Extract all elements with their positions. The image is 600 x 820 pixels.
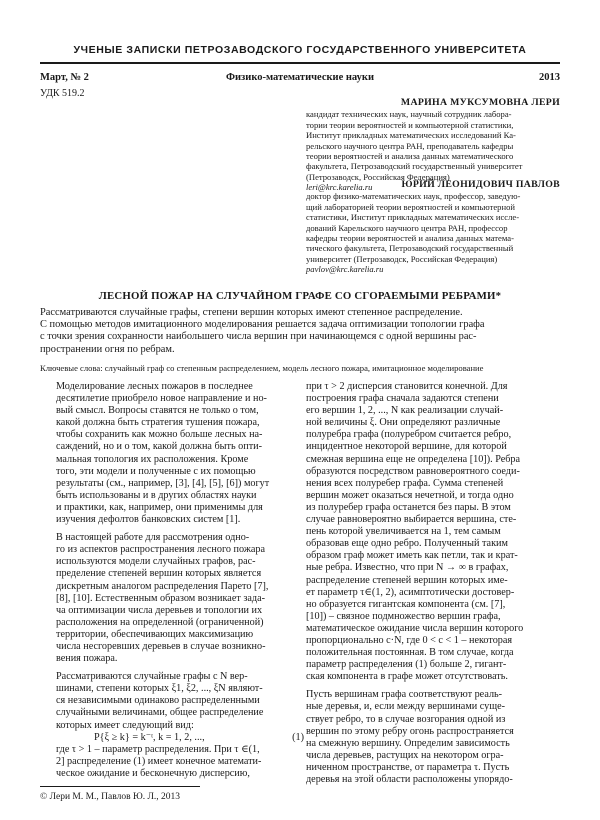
author-affiliation-line: тического факультета, Петрозаводский государственный xyxy=(306,243,514,254)
body-line: построения графа сначала задаются степени xyxy=(306,393,499,405)
body-line: распределение степеней вершин которых име- xyxy=(306,574,508,586)
author-affiliation-line: дований Карельского научного центра РАН, профессор xyxy=(306,222,508,233)
author-email-link[interactable]: pavlov@krc.karelia.ru xyxy=(306,264,384,275)
body-line: результаты (см., например, [3], [4], [5], [6]) могут xyxy=(56,477,270,489)
body-line: того, эти модели и полученные с их помощью xyxy=(56,465,256,477)
copyright-notice: © Лери М. М., Павлов Ю. Л., 2013 xyxy=(40,792,181,802)
body-line: на смежную вершину. Определим зависимость xyxy=(306,737,510,749)
body-line: го из аспектов распространения лесного пожара xyxy=(56,544,266,556)
running-header xyxy=(40,72,560,86)
author-affiliation-line: теории вероятностей и анализа данных математического xyxy=(306,151,514,162)
body-line: территории, обеспечивающих максимизацию xyxy=(56,628,254,640)
body-line: изучения дефолтов банковских систем [1]. xyxy=(56,514,241,526)
author-affiliation-line: университет (Петрозаводск, Российская Федерация) xyxy=(306,253,498,264)
body-line: дискретным аналогом распределения Парето [7], xyxy=(56,580,269,592)
body-line: образовав еще одно ребро. Полученный таким xyxy=(306,538,508,550)
body-line: при τ > 2 дисперсия становится конечной. Для xyxy=(306,381,508,392)
body-line: Пусть вершинам графа соответствуют реаль- xyxy=(306,689,503,701)
body-line: пределение степеней вершин которых является xyxy=(56,568,262,580)
body-line: где τ > 1 – параметр распределения. При τ ∈(1, xyxy=(56,743,260,755)
author-affiliation-line: (Петрозаводск, Российская Федерация) xyxy=(306,171,450,182)
body-line: быть использованы и в других областях науки xyxy=(56,489,257,501)
formula-number: (1) xyxy=(292,731,304,743)
abstract-line: Рассматриваются случайные графы, степени вершин которых имеют степенное распределение. xyxy=(40,307,463,318)
formula-1 xyxy=(56,732,306,744)
journal-title: УЧЕНЫЕ ЗАПИСКИ ПЕТРОЗАВОДСКОГО ГОСУДАРСТВЕННОГО УНИВЕРСИТЕТА xyxy=(73,44,527,56)
abstract xyxy=(40,307,564,356)
body-line: ческое ожидание и бесконечную дисперсию, xyxy=(56,767,250,779)
author-block-2 xyxy=(306,180,560,275)
body-line: вения пожара. xyxy=(56,653,118,665)
body-line: Моделирование лесных пожаров в последнее xyxy=(56,381,253,392)
body-line: ся независимыми одинаково распределенными xyxy=(56,695,260,707)
issue-label: Март, № 2 xyxy=(40,72,89,83)
author-affiliation-line: щий лабораторией теории вероятностей и компьютерной xyxy=(306,201,515,212)
body-line: математическое ожидание числа вершин которого xyxy=(306,622,524,634)
body-line: деревья на этой области расположены упорядо- xyxy=(306,774,513,785)
body-line: образом граф может иметь как петли, так и крат- xyxy=(306,550,518,562)
author-affiliation-line: факультета, Петрозаводский государственный университет xyxy=(306,161,523,172)
body-line: его вершин 1, 2, ..., N как реализации случай- xyxy=(306,405,504,417)
body-line: ская компонента в графе может отсутствовать. xyxy=(306,671,508,683)
body-line: инцидентное некоторой вершине, для которой xyxy=(306,441,507,453)
body-line: полуребра графа (полуребром считается ребро, xyxy=(306,429,512,441)
body-line: [10]) – связное подмножество вершин графа, xyxy=(306,610,501,622)
author-affiliation-line: рельского научного центра РАН, преподаватель кафедры xyxy=(306,140,514,151)
body-line: расположения на определенной (ограниченной) xyxy=(56,616,264,628)
body-line: В настоящей работе для рассмотрения одно- xyxy=(56,532,250,544)
body-line: случае равновероятно выбирается вершина, сте- xyxy=(306,514,517,526)
udk-code: УДК 519.2 xyxy=(40,88,85,99)
body-line: 2] распределение (1) имеет конечное математи- xyxy=(56,755,262,767)
body-column-right xyxy=(306,381,556,786)
body-line: Рассматриваются случайные графы с N вер- xyxy=(56,671,248,683)
year-label: 2013 xyxy=(539,72,560,83)
formula-text: P{ξ ≥ k} = k⁻ᵗ, k = 1, 2, ..., xyxy=(94,731,205,743)
keywords: Ключевые слова: случайный граф со степенным распределением, модель лесного пожара, имитационное моделирование xyxy=(40,363,484,373)
body-line: ет параметр τ∈(1, 2), асимптотически достовер- xyxy=(306,586,515,598)
author-affiliation-line: кандидат технических наук, научный сотрудник лабора- xyxy=(306,109,512,120)
author-affiliation-line: Институт прикладных математических исследований Ка- xyxy=(306,130,516,141)
body-line: положительная постоянная. В том случае, когда xyxy=(306,647,514,659)
body-line: смежная вершина еще не определена [10]). Ребра xyxy=(306,453,521,465)
body-line: пропорционально c·N, где 0 < c < 1 – некоторая xyxy=(306,634,513,646)
abstract-line: пространении огня по ребрам. xyxy=(40,343,175,355)
body-line: нения всех полуребер графа. Сумма степеней xyxy=(306,477,504,489)
body-line: но образуется гигантская компонента (см. [7], xyxy=(306,598,506,610)
author-name: МАРИНА МУКСУМОВНА ЛЕРИ xyxy=(400,97,560,108)
body-line: какой должна быть стратегия тушения пожара, xyxy=(56,417,260,429)
body-line: саждений, но и о том, какой должна быть опти- xyxy=(56,441,262,453)
body-line: ствует ребро, то в случае возгорания одной из xyxy=(306,713,506,725)
body-line: [8], [10]. Естественным образом возникает зада- xyxy=(56,592,265,604)
author-affiliation-line: статистики, Институт прикладных математических иссле- xyxy=(306,212,520,223)
body-line: ной величины ξ. Они определяют различные xyxy=(306,417,501,429)
body-line: вый смысл. Вопросы ставятся не только о том, xyxy=(56,405,259,417)
body-line: числа несгоревших деревьев в случае возникно- xyxy=(56,640,266,652)
author-name: ЮРИЙ ЛЕОНИДОВИЧ ПАВЛОВ xyxy=(401,179,560,190)
body-line: которых имеет следующий вид: xyxy=(56,719,194,731)
section-label: Физико-математические науки xyxy=(225,72,374,83)
body-line: ниченном пространстве, от параметра τ. Пусть xyxy=(306,761,510,773)
body-line: числа деревьев, растущих на некотором огра- xyxy=(306,749,504,761)
header-rule xyxy=(40,62,560,64)
body-line: ные деревья, и, если между вершинами суще- xyxy=(306,701,505,713)
body-line: ча оптимизации числа деревьев и топологии их xyxy=(56,604,263,616)
article-title: ЛЕСНОЙ ПОЖАР НА СЛУЧАЙНОМ ГРАФЕ СО СГОРАЕМЫМИ РЕБРАМИ* xyxy=(98,290,502,302)
author-affiliation-line: кафедры теории вероятностей и анализа данных матема- xyxy=(306,233,514,244)
body-line: вершин может оказаться нечетной, и тогда одно xyxy=(306,489,514,501)
body-line: используются модели случайных графов, рас- xyxy=(56,556,256,568)
body-line: мальная топология их расположения. Кроме xyxy=(56,453,249,465)
abstract-line: с точки зрения сохранности наибольшего числа вершин при начинающемся с одной вершины рас- xyxy=(40,331,477,343)
body-line: случайными величинами, общее распределение xyxy=(56,707,264,719)
body-line: параметр распределения (1) больше 2, гигант- xyxy=(306,659,507,671)
footnote-rule xyxy=(40,786,200,787)
abstract-line: С помощью методов имитационного моделирования решается задача оптимизации топологии графа xyxy=(40,319,485,331)
author-affiliation-line: доктор физико-математических наук, профессор, заведую- xyxy=(306,191,521,202)
body-line: ные ребра. Известно, что при N → ∞ в графах, xyxy=(306,562,509,574)
body-line: пень которой увеличивается на 1, тем самым xyxy=(306,526,501,538)
body-line: шинами, степени которых ξ1, ξ2, ..., ξN являют- xyxy=(56,683,263,695)
author-affiliation-line: тории теории вероятностей и компьютерной статистики, xyxy=(306,119,514,130)
body-line: вершин по этому ребру огонь распространяется xyxy=(306,725,514,737)
body-line: образуются посредством равновероятного соеди- xyxy=(306,465,520,477)
author-email-link[interactable]: leri@krc.karelia.ru xyxy=(306,182,373,193)
body-column-left xyxy=(56,381,306,780)
body-line: чтобы сохранить как можно больше лесных на- xyxy=(56,429,263,441)
body-line: из полуребер графа останется без пары. В этом xyxy=(306,501,511,513)
body-line: и практики, как, например, они применимы для xyxy=(56,501,263,513)
body-line: десятилетие приобрело новое направление и но- xyxy=(56,393,267,405)
